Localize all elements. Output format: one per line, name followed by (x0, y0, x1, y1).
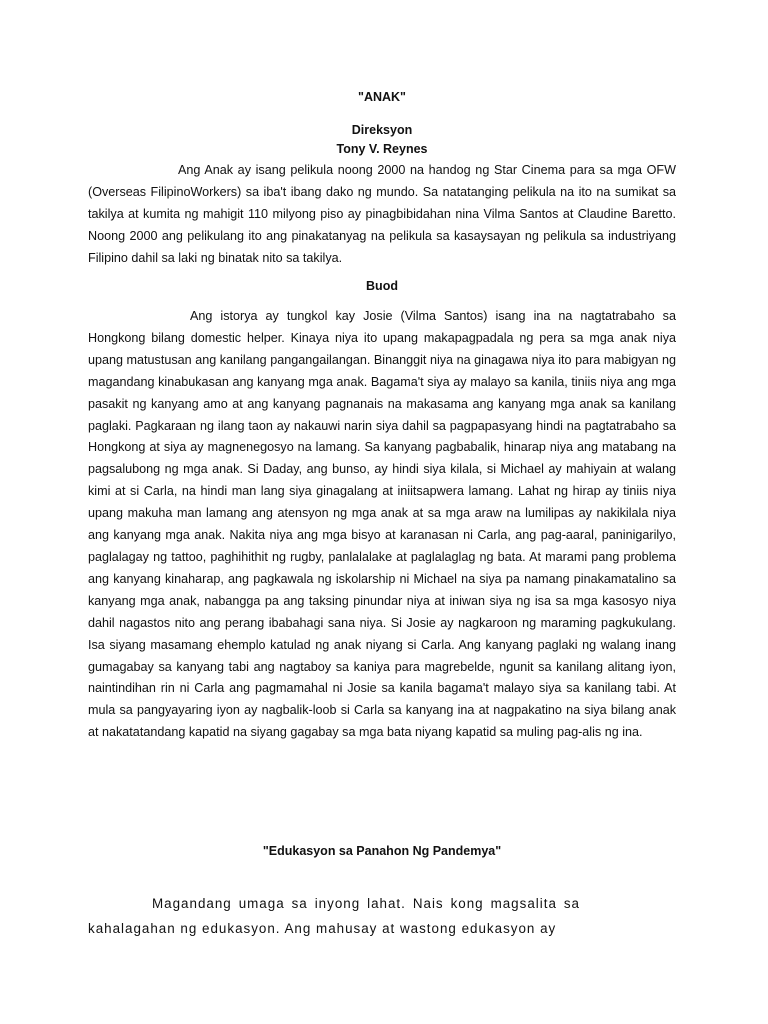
speech-paragraph: Magandang umaga sa inyong lahat. Nais kong magsalita sa kahalagahan ng edukasyon. Ang mahusay at wastong edukasyon ay (88, 896, 580, 936)
intro-paragraph: Ang Anak ay isang pelikula noong 2000 na handog ng Star Cinema para sa mga OFW (Overseas FilipinoWorkers) sa iba't ibang dako ng mundo. Sa natatanging pelikula na ito na sumikat sa takilya at kumita ng mahigit 110 milyong piso ay pinagbibidahan nina Vilma Santos at Claudine Baretto. Noong 2000 ang pelikulang ito ang pinakatanyag na pelikula sa kasaysayan ng pelikula sa industriyang Filipino dahil sa laki ng binatak nito sa takilya. (88, 163, 676, 265)
anak-title: "ANAK" (358, 90, 406, 104)
buod-heading: Buod (366, 279, 398, 293)
speech-title: "Edukasyon sa Panahon Ng Pandemya" (262, 844, 502, 858)
direction-label: Direksyon (351, 123, 413, 137)
buod-paragraph: Ang istorya ay tungkol kay Josie (Vilma Santos) isang ina na nagtatrabaho sa Hongkong bilang domestic helper. Kinaya niya ito upang makapagpadala ng pera sa mga anak niya upang matustusan ang kanilang pangangailangan. Binanggit niya na ginagawa niya ito para mabigyan ng magandang kinabukasan ang kanyang mga anak. Bagama't siya ay malayo sa kanila, tiniis niya ang mga pasakit ng kanyang amo at ang kanyang pagnanais na makasama ang kanyang mga anak sa kanilang paglaki. Pagkaraan ng ilang taon ay nakauwi narin siya dahil sa pagpapasyang hindi na pagtatrabaho sa Hongkong at siya ay magnenegosyo na lamang. Sa kanyang pagbabalik, hinarap niya ang matabang na pagsalubong ng mga anak. Si Daday, ang bunso, ay hindi siya kilala, si Michael ay mahiyain at walang kimi at si Carla, na hindi man lang siya ginagalang at iniitsapwera lamang. Lahat ng hirap ay tiniis niya upang makuha man lamang ang atensyon ng mga anak at sa mga araw na lumilipas ay nakikilala niya ang kanyang mga anak. Nakita niya ang mga bisyo at karanasan ni Carla, ang pag-aaral, paninigarilyo, paglalagay ng tattoo, paghihithit ng rugby, panlalalake at paglalaglag ng bata. At marami pang problema ang kanyang kinaharap, ang pagkawala ng iskolarship ni Michael na siya pa namang pinakamatalino sa kanyang mga anak, nabangga pa ang taksing pinundar niya at iniwan siya ng isa sa mga kasosyo niya dahil nagastos nito ang perang ibabahagi sana niya. Si Josie ay nagkaroon ng maraming pagkukulang. Isa siyang masamang ehemplo katulad ng anak niyang si Carla. Ang kanyang paglaki ng walang inang gumagabay sa kanyang tabi ang nagtaboy sa kaniya para magrebelde, ngunit sa kanilang alitang iyon, naintindihan rin ni Carla ang pagmamahal ni Josie sa kanila bagama't malayo siya sa kanilang tabi. At mula sa pangyayaring iyon ay nagbalik-loob si Carla sa kanyang ina at nagpakatino na siya bilang anak at nakatatandang kapatid na siyang gagabay sa mga bata niyang kapatid sa muling pag-alis ng ina. (88, 309, 676, 740)
director-name: Tony V. Reynes (336, 142, 428, 156)
